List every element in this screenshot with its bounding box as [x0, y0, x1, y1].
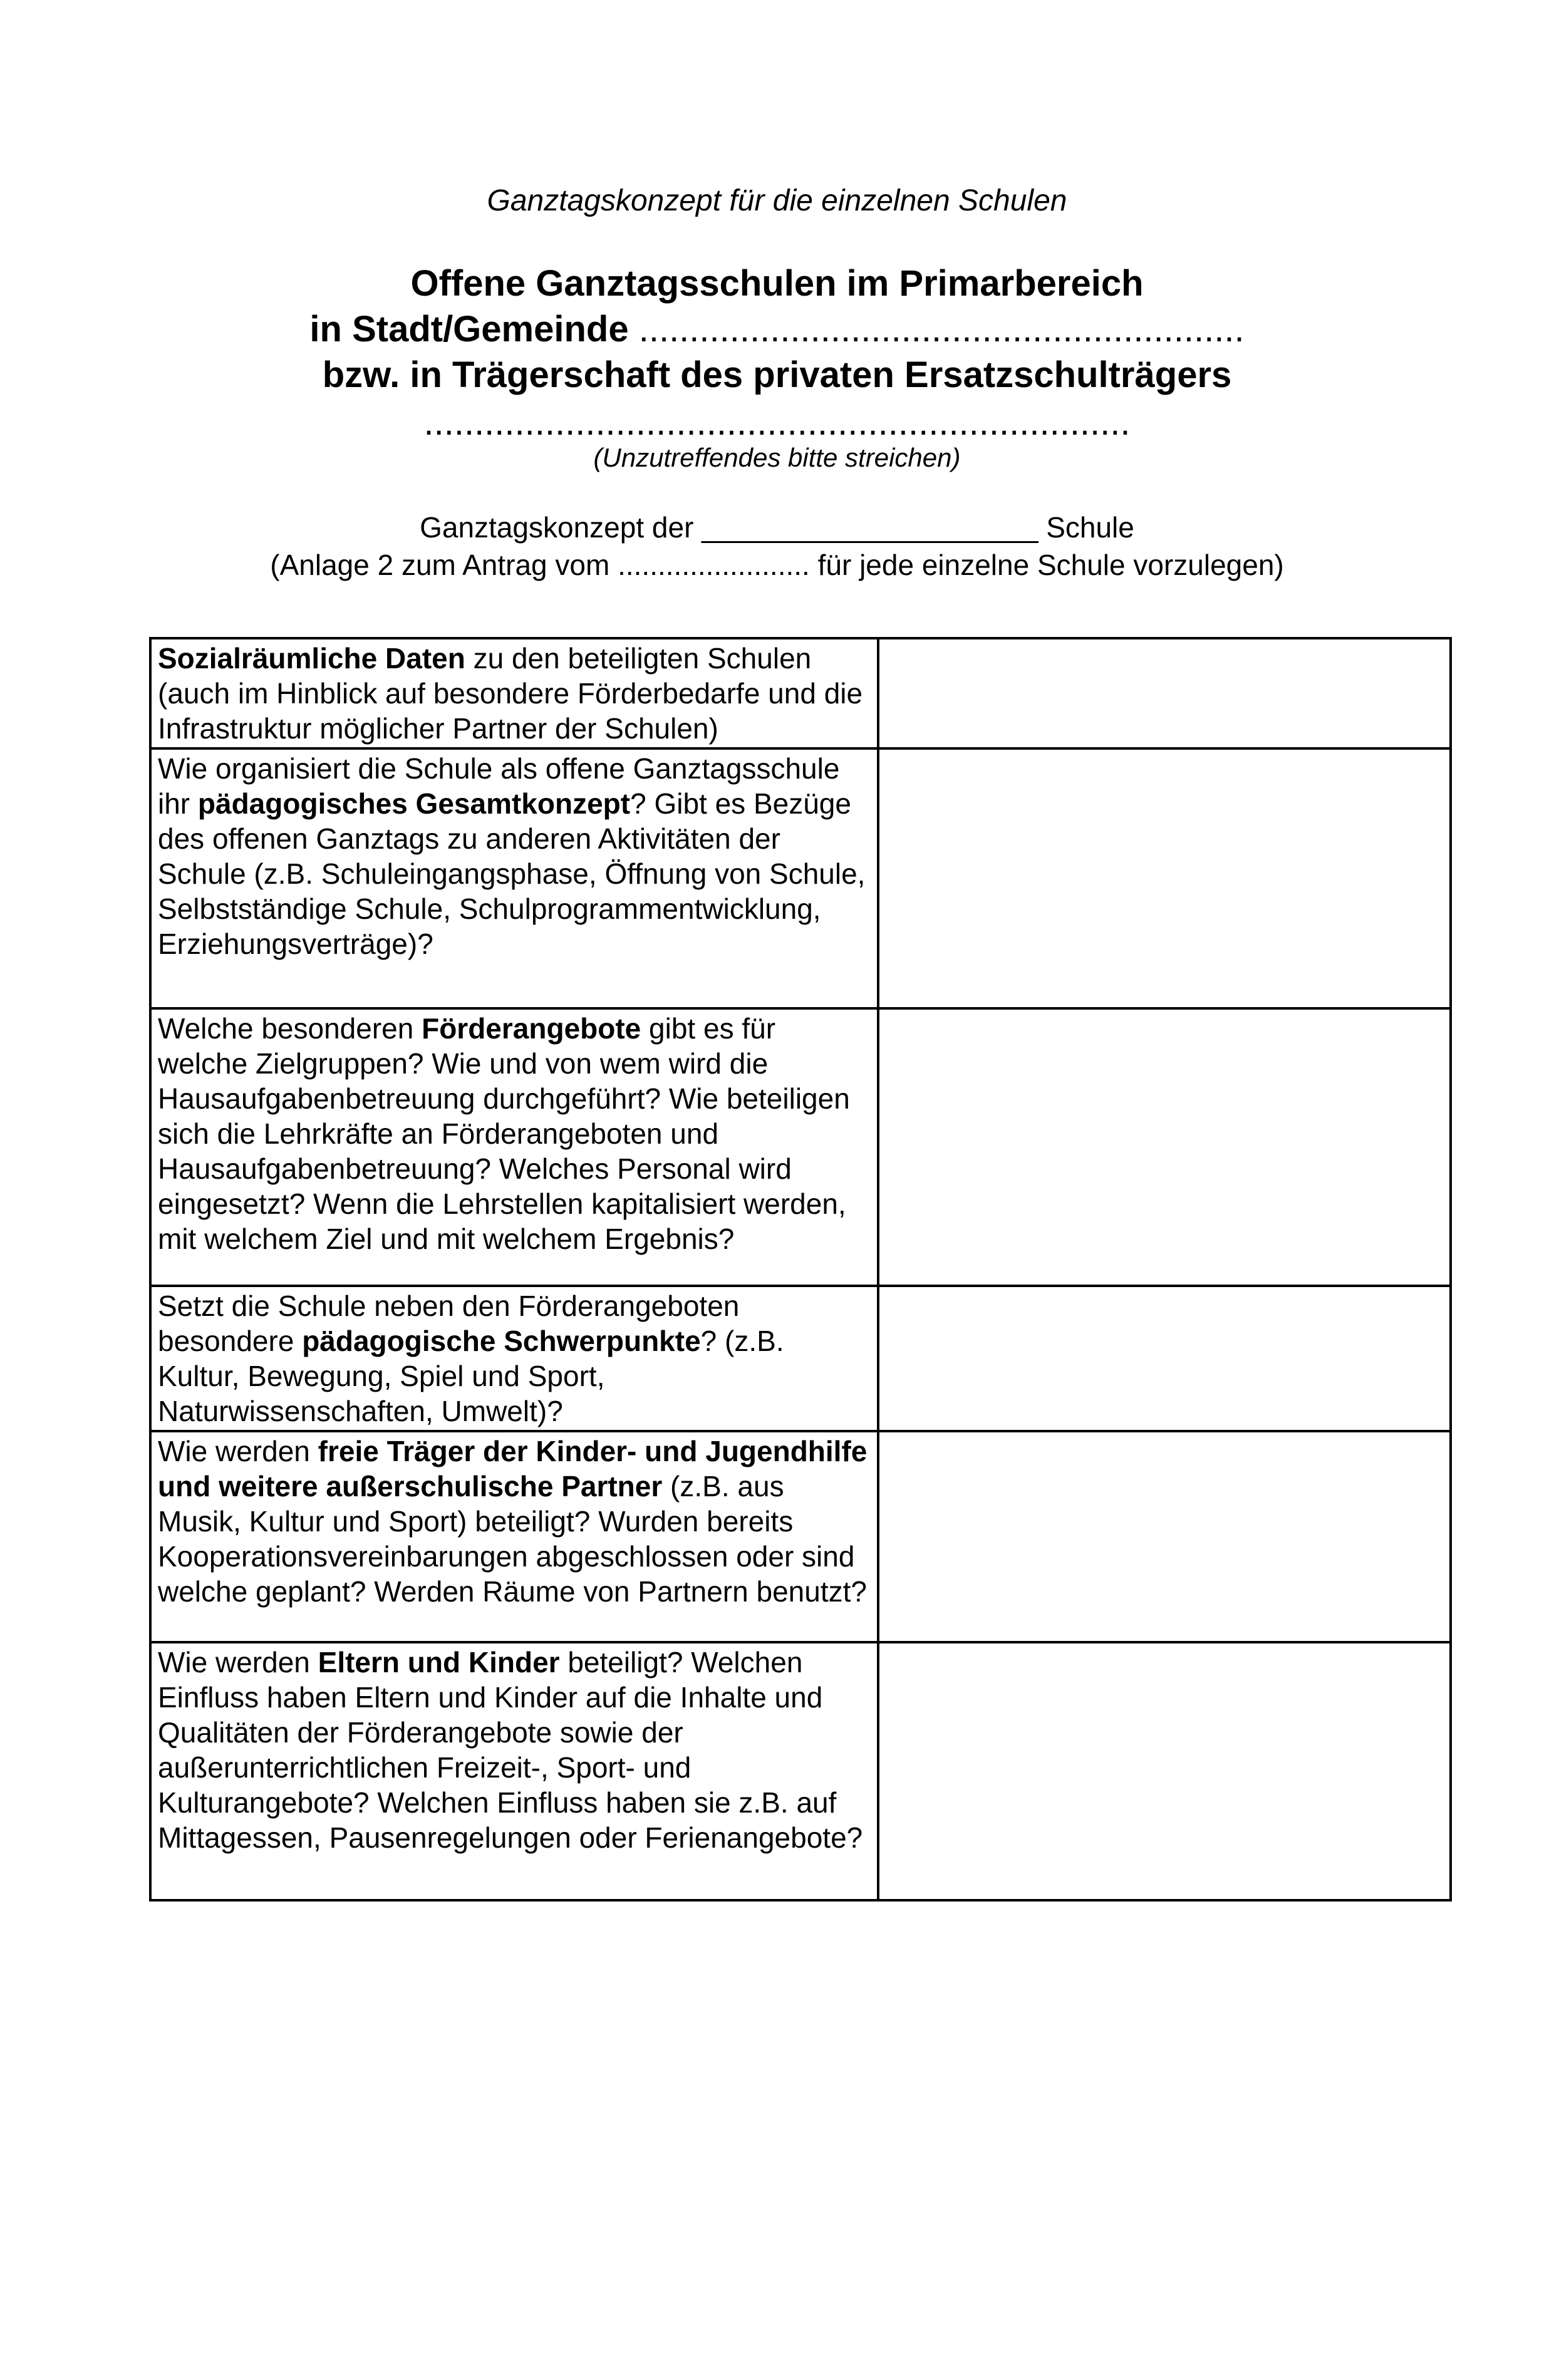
title-line-3: bzw. in Trägerschaft des privaten Ersatzschulträgers [322, 354, 1232, 395]
question-emphasis: freie Träger der Kinder- und Jugendhilfe und weitere außerschulische Partner [158, 1435, 868, 1503]
question-emphasis: pädagogisches Gesamtkonzept [197, 787, 631, 820]
question-text: Wie organisiert die Schule als offene Ganztagsschule ihr [158, 752, 840, 820]
question-emphasis: Förderangebote [422, 1012, 641, 1045]
question-text: (z.B. aus Musik, Kultur und Sport) beteiligt? Wurden bereits Kooperationsvereinbarungen abgeschlossen oder sind welche geplant? Werden Räume von Partnern benutzt? [158, 1470, 867, 1608]
table-row [152, 1432, 1449, 1643]
table-row [152, 750, 1449, 1010]
doc-subtitle: Ganztagskonzept für die einzelnen Schulen [487, 184, 1067, 217]
table-row [152, 1643, 1449, 1899]
question-emphasis: Sozialräumliche Daten [158, 642, 465, 675]
question-emphasis: Eltern und Kinder [318, 1646, 560, 1679]
question-text: beteiligt? Welchen Einfluss haben Eltern und Kinder auf die Inhalte und Qualitäten der Förderangebote sowie der außerunterrichtlichen Freizeit-, Sport- und Kulturangebote? Welchen Einfluss haben sie z.B. auf Mittagessen, Pausenregelungen oder Ferienangebote? [158, 1646, 863, 1854]
document-header [0, 183, 1554, 584]
question-cell [152, 1010, 879, 1285]
question-text: ? Gibt es Bezüge des offenen Ganztags zu anderen Aktivitäten der Schule (z.B. Schuleingangsphase, Öffnung von Schule, Selbstständige Schule, Schulprogrammentwicklung, Erziehungsverträge)? [158, 787, 866, 960]
table-row [152, 1287, 1449, 1432]
table-row [152, 1010, 1449, 1287]
question-text: ? (z.B. Kultur, Bewegung, Spiel und Sport, Naturwissenschaften, Umwelt)? [158, 1325, 784, 1427]
question-cell [152, 750, 879, 1007]
question-text: zu den beteiligten Schulen (auch im Hinblick auf besondere Förderbedarfe und die Infrastruktur möglicher Partner der Schulen) [158, 642, 863, 745]
answer-cell [879, 750, 1449, 1007]
question-cell [152, 1287, 879, 1430]
question-text: Wie werden [158, 1435, 318, 1467]
title-line-2-dotted-blank: ............................................................ [628, 309, 1245, 349]
answer-cell [879, 1643, 1449, 1899]
answer-cell [879, 1432, 1449, 1641]
question-text: Wie werden [158, 1646, 318, 1679]
answer-cell [879, 639, 1449, 747]
answer-cell [879, 1010, 1449, 1285]
concept-school-line: Ganztagskonzept der _____________________ Schule [420, 511, 1134, 544]
title-line-2-text: in Stadt/Gemeinde [309, 309, 629, 349]
question-cell [152, 639, 879, 747]
table-row [152, 639, 1449, 750]
question-emphasis: pädagogische Schwerpunkte [302, 1325, 701, 1357]
anlage-note: (Anlage 2 zum Antrag vom ........................ für jede einzelne Schule vorzulegen) [270, 549, 1284, 581]
strike-note: (Unzutreffendes bitte streichen) [593, 443, 961, 472]
title-line-1: Offene Ganztagsschulen im Primarbereich [410, 263, 1144, 304]
question-table [149, 637, 1452, 1901]
document-page [0, 183, 1554, 2380]
question-cell [152, 1432, 879, 1641]
dotted-blank-line: ...................................................................... [423, 402, 1131, 443]
question-text: Setzt die Schule neben den Förderangeboten besondere [158, 1290, 740, 1357]
question-text: gibt es für welche Zielgruppen? Wie und von wem wird die Hausaufgabenbetreuung durchgeführt? Wie beteiligen sich die Lehrkräfte an Förderangeboten und Hausaufgabenbetreuung? Welches Personal wird eingesetzt? Wenn die Lehrstellen kapitalisiert werden, mit welchem Ziel und mit welchem Ergebnis? [158, 1012, 850, 1255]
answer-cell [879, 1287, 1449, 1430]
question-cell [152, 1643, 879, 1899]
title-line-2 [0, 306, 1554, 352]
title-block [0, 261, 1554, 398]
question-text: Welche besonderen [158, 1012, 422, 1045]
